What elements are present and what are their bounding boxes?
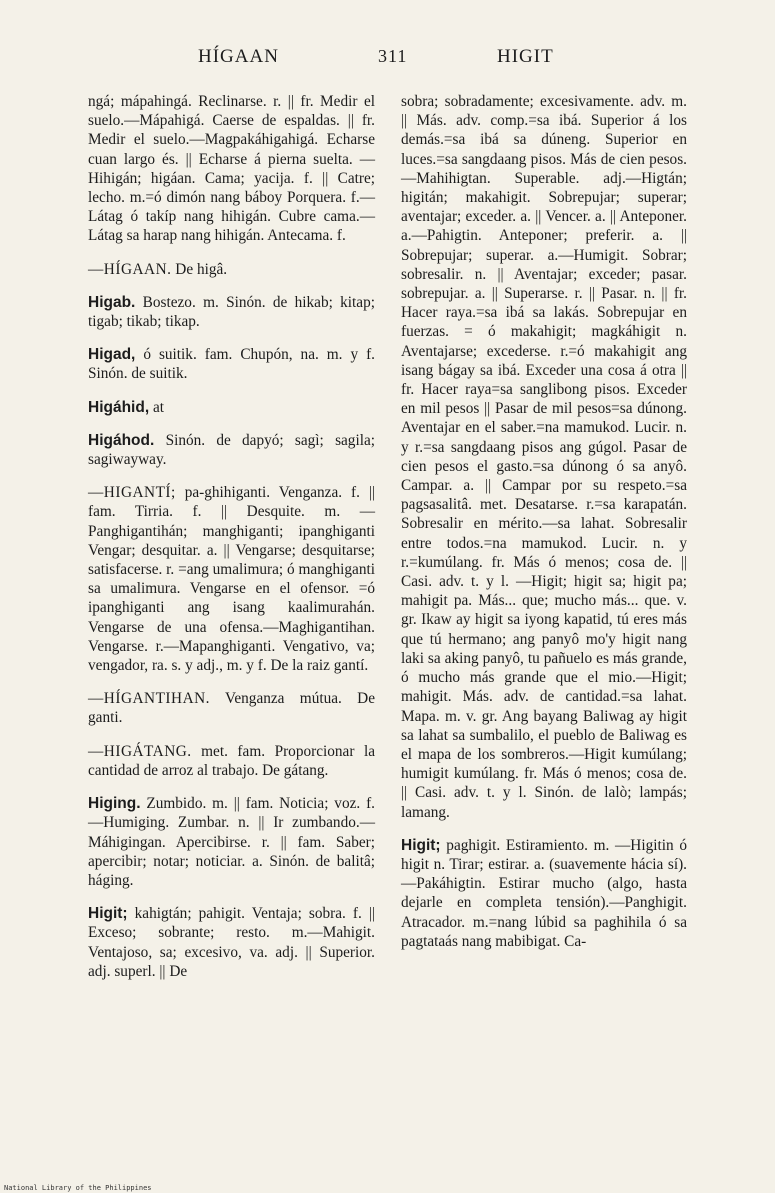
entry-higahid: Higáhid, at [88,398,165,416]
entry-higanti: —HIGANTÍ; pa-ghihiganti. Venganza. f. || fam. Tirria. f. || Desquite. m. — Panghigantihán; manghiganti; ipanghiganti Vengar; desquitar. a. || Vengarse; desquitarse; satisfacerse. r. =ang umalimura; ó manghiganti sa umalimura. Vengarse en el ofensor. =ó ipanghiganti ang isang kaalimurahán. Vengarse de una ofensa.—Maghigantihan. Vengarse. r.—Mapanghiganti. Vengativo, va; vengador, ra. s. y adj., m. y f. De la raiz gantí. [88,484,375,675]
entry-higantihan: —HÍGANTIHAN. Venganza mútua. De ganti. [88,690,375,727]
entry-higit-continued: sobra; sobradamente; excesivamente. adv. m. || Más. adv. comp.=sa ibá. Superior á los demás.=sa ibá sa dúneng. Superior en luces.=sa sangdaang pisos. Más de cien pesos.—Mahihigtan. Superable. adj.—Higtán; higitán; makahigit. Sobrepujar; superar; aventajar; exceder. a. || Vencer. a. || Anteponer. a.—Pahigtin. Anteponer; preferir. a. || Sobrepujar; superar. a.—Humigit. Sobrar; sobresalir. n. || Aventajar; exceder; pasar. sobrepujar. a. || Superarse. r. || Pasar. n. || fr. Hacer raya.=sa ibá sa lakás. Sobrepujar en fuerzas. = ó makahigit; magkáhigit n. Aventajarse; excederse. r.=ó makahigit ang isang bágay sa ibá. Exceder una cosa á otra || fr. Hacer raya=sa sanglibong pisos. Exceder en mil pesos || Pasar de mil pesos=sa dúnong. Aventajar en el saber.=na mamukod. Lucir. n. y r.=sa sangdaang pisos ang gúgol. Pasar de cien pesos el gasto.=sa dúnong ó sa anyô. Campar. a. || Campar por su respeto.=sa pagsasalitâ. met. Desatarse. r.=sa karapatán. Sobresalir en mérito.—sa lahat. Sobresalir entre todos.=na mamukod. Lucir. n. y r.=kumúlang. fr. Más ó menos; cosa de. || Casi. adv. t. y l. —Higit; higit sa; higit pa; mahigit pa. Más... que; mucho más... que. v. gr. Ikaw ay higit sa iyong kapatid, tú eres más que tú hermano; ang panyô mo'y higit nang laki sa aking panyô, tu pañuelo es más grande, ó mucho más grande que el mio.—Higit; mahigit. Más. adv. de cantidad.=sa lahat. Mapa. m. v. gr. Ang bayang Baliwag ay higit sa lahat sa sumbalilo, el pueblo de Baliwag es el mapa de los sombreros.—Higit kumúlang; humigit kumúlang. fr. Más ó menos; cosa de. || Casi. adv. t. y l. Sinón. de lalò; lampás; lamang. [401,93,687,821]
page-number: 311 [378,46,408,66]
entry-head: Higit; [88,905,128,923]
entry-higahod: Higáhod. Sinón. de dapyó; sagì; sagila; sagiwayway. [88,431,375,469]
entry-head: Higad, [88,346,136,364]
entry-higad: Higad, ó suitik. fam. Chupón, na. m. y f. Sinón. de suitik. [88,346,375,383]
library-watermark: National Library of the Philippines [4,1184,152,1192]
entry-head: —HIGANTÍ; [88,484,176,502]
entry-higit-2: Higit; paghigit. Estiramiento. m. —Higitin ó higit n. Tirar; estirar. a. (suavemente hácia sí).—Pakáhigtin. Estirar mucho (algo, hasta dejarle en completa tensión).—Panghigit. Atracador. m.=nang lúbid sa paghihila ó sa pagtataás nang mabibigat. Ca- [401,836,687,950]
entry-head: Higing. [88,795,141,813]
entry-head: Higab. [88,293,136,311]
running-head-left: HÍGAAN [198,46,279,67]
entry-higaan: —HÍGAAN. De higâ. [88,260,228,278]
entry-head: —HÍGANTIHAN. [88,690,210,708]
entry-continuation: ngá; mápahingá. Reclinarse. r. || fr. Medir el suelo.—Mápahigá. Caerse de espaldas. || fr. Medir el suelo.—Magpakáhigahigá. Echarse cuan largo és. || Echarse á pierna suelta. — Hihigán; higáan. Cama; yacija. f. || Catre; lecho. m.=ó dimón nang báboy Porquera. f.—Látag ó takíp nang hihigán. Cubre cama.—Látag sa harap nang hihigán. Antecama. f. [88,93,375,245]
entry-higing: Higing. Zumbido. m. || fam. Noticia; voz. f.—Humiging. Zumbar. n. || Ir zumbando.—Máhigingan. Apercibirse. r. || fam. Saber; apercibir; notar; noticiar. a. Sinón. de balitâ; háging. [88,795,375,889]
entry-head: Higáhid, [88,398,150,416]
entry-higit: Higit; kahigtán; pahigit. Ventaja; sobra. f. || Exceso; sobrante; resto. m.—Mahigit. Ventajoso, sa; excesivo, va. adj. || Superior. adj. superl. || De [88,905,375,980]
running-head-right: HIGIT [497,46,554,67]
entry-higatang: —HIGÁTANG. met. fam. Proporcionar la cantidad de arroz al trabajo. De gátang. [88,742,375,779]
left-column [88,92,375,995]
entry-higab: Higab. Bostezo. m. Sinón. de hikab; kitap; tigab; tikab; tikap. [88,293,375,331]
entry-head: —HIGÁTANG. [88,742,192,760]
right-column [401,92,687,965]
entry-head: Higit; [401,836,441,854]
entry-head: Higáhod. [88,431,155,449]
entry-head: —HÍGAAN. [88,260,172,278]
